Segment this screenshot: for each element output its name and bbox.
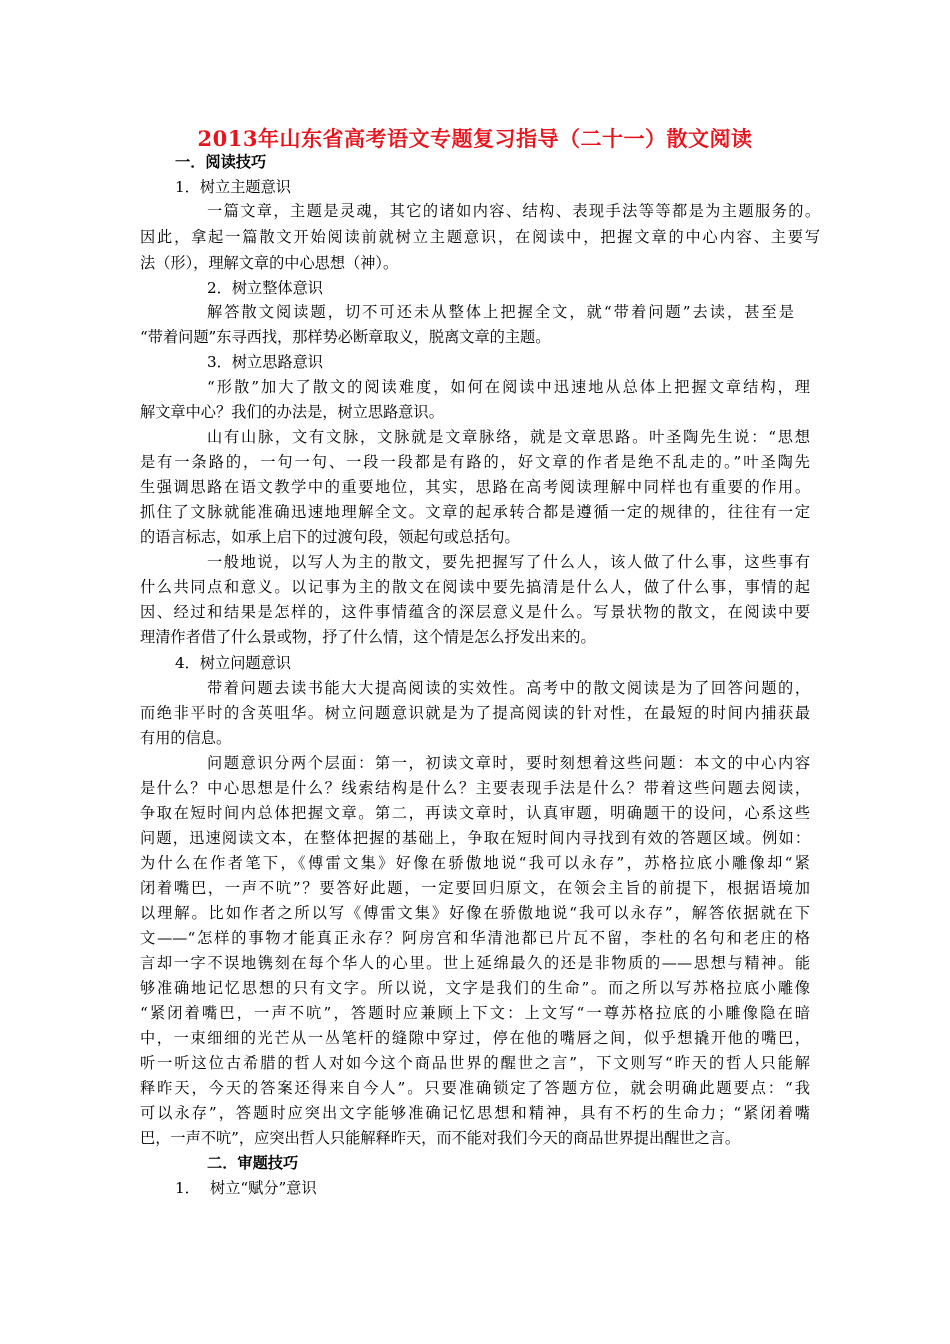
paragraph-line: 言却一字不误地镌刻在每个华人的心里。世上延绵最久的还是非物质的——思想与精神。能: [140, 954, 810, 972]
paragraph-line: 问题意识分两个层面：第一，初读文章时，要时刻想着这些问题：本文的中心内容: [207, 754, 810, 772]
paragraph-line: 听一听这位古希腊的哲人对如今这个商品世界的醒世之言”，下文则写“昨天的哲人只能解: [140, 1054, 810, 1072]
paragraph-line: 什么共同点和意义。以记事为主的散文在阅读中要先搞清是什么人，做了什么事，事情的起: [140, 578, 810, 596]
paragraph-line: 生强调思路在语文教学中的重要地位，其实，思路在高考阅读理解中同样也有重要的作用。: [140, 478, 810, 496]
paragraph-line: 山有山脉，文有文脉，文脉就是文章脉络，就是文章思路。叶圣陶先生说：“思想: [207, 428, 810, 446]
paragraph-line: 中，一束细细的光芒从一丛笔杆的缝隙中穿过，停在他的嘴唇之间，似乎想撬开他的嘴巴，: [140, 1029, 810, 1047]
paragraph-line: 可以永存”，答题时应突出文字能够准确记忆思想和精神，具有不朽的生命力；“紧闭着嘴: [140, 1104, 810, 1122]
subheading-whole-awareness: 2．树立整体意识: [207, 279, 323, 297]
paragraph-line: 够准确地记忆思想的只有文字。所以说，文字是我们的生命”。而之所以写苏格拉底小雕像: [140, 979, 810, 997]
paragraph-line: 是什么？中心思想是什么？线索结构是什么？主要表现手法是什么？带着这些问题去阅读，: [140, 779, 810, 797]
paragraph-line: 巴，一声不吭”，应突出哲人只能解释昨天，而不能对我们今天的商品世界提出醒世之言。: [140, 1129, 741, 1147]
document-title: 2013年山东省高考语文专题复习指导（二十一）散文阅读: [197, 126, 753, 151]
paragraph-line: 闭着嘴巴，一声不吭”？要答好此题，一定要回归原文，在领会主旨的前提下，根据语境加: [140, 879, 810, 897]
paragraph-line: 是有一条路的，一句一句、一段一段都是有路的，好文章的作者是绝不乱走的。”叶圣陶先: [140, 453, 810, 471]
paragraph-line: 解文章中心？我们的办法是，树立思路意识。: [140, 403, 444, 421]
paragraph-line: 而绝非平时的含英咀华。树立问题意识就是为了提高阅读的针对性，在最短的时间内捕获最: [140, 704, 810, 722]
paragraph-line: 为什么在作者笔下，《傅雷文集》好像在骄傲地说“我可以永存”，苏格拉底小雕像却“紧: [140, 854, 810, 872]
paragraph-line: 理清作者借了什么景或物，抒了什么情，这个情是怎么抒发出来的。: [140, 628, 596, 646]
paragraph-line: 问题，迅速阅读文本，在整体把握的基础上，争取在短时间内寻找到有效的答题区域。例如：: [140, 829, 810, 847]
paragraph-line: 因、经过和结果是怎样的，这件事情蕴含的深层意义是什么。写景状物的散文，在阅读中要: [140, 603, 810, 621]
item-number: 1．: [175, 1179, 200, 1197]
subheading-score-awareness: 树立“赋分”意识: [210, 1179, 317, 1197]
paragraph-line: 抓住了文脉就能准确迅速地理解全文。文章的起承转合都是遵循一定的规律的，往往有一定: [140, 503, 810, 521]
paragraph-line: 一般地说，以写人为主的散文，要先把握写了什么人，该人做了什么事，这些事有: [207, 553, 810, 571]
paragraph-line: 文——“怎样的事物才能真正永存？阿房宫和华清池都已片瓦不留，李杜的名句和老庄的格: [140, 929, 810, 947]
paragraph-line: 带着问题去读书能大大提高阅读的实效性。高考中的散文阅读是为了回答问题的，: [207, 679, 810, 697]
paragraph-line: 的语言标志，如承上启下的过渡句段，领起句或总括句。: [140, 528, 520, 546]
subheading-theme-awareness: 1．树立主题意识: [175, 178, 291, 196]
paragraph-line: 以理解。比如作者之所以写《傅雷文集》好像在骄傲地说“我可以永存”，解答依据就在下: [140, 904, 810, 922]
paragraph-line: 解答散文阅读题，切不可还未从整体上把握全文，就“带着问题”去读，甚至是: [207, 303, 794, 321]
subheading-thought-path-awareness: 3．树立思路意识: [207, 353, 323, 371]
paragraph-line: 一篇文章，主题是灵魂，其它的诸如内容、结构、表现手法等等都是为主题服务的。: [207, 202, 820, 220]
paragraph-line: 法（形），理解文章的中心思想（神）。: [140, 254, 399, 272]
section-heading-question-skills: 二．审题技巧: [207, 1154, 299, 1172]
paragraph-line: 争取在短时间内总体把握文章。第二，再读文章时，认真审题，明确题干的设问，心系这些: [140, 804, 810, 822]
paragraph-line: “带着问题”东寻西找，那样势必断章取义，脱离文章的主题。: [140, 328, 551, 346]
paragraph-line: 有用的信息。: [140, 729, 232, 747]
paragraph-line: “形散”加大了散文的阅读难度，如何在阅读中迅速地从总体上把握文章结构，理: [207, 378, 810, 396]
subheading-question-awareness: 4．树立问题意识: [175, 654, 291, 672]
section-heading-reading-skills: 一．阅读技巧: [175, 153, 267, 171]
paragraph-line: 释昨天，今天的答案还得来自今人”。只要准确锁定了答题方位，就会明确此题要点：“我: [140, 1079, 810, 1097]
paragraph-line: “紧闭着嘴巴，一声不吭”，答题时应兼顾上下文：上文写“一尊苏格拉底的小雕像隐在暗: [140, 1004, 810, 1022]
paragraph-line: 因此，拿起一篇散文开始阅读前就树立主题意识，在阅读中，把握文章的中心内容、主要写: [140, 228, 820, 246]
